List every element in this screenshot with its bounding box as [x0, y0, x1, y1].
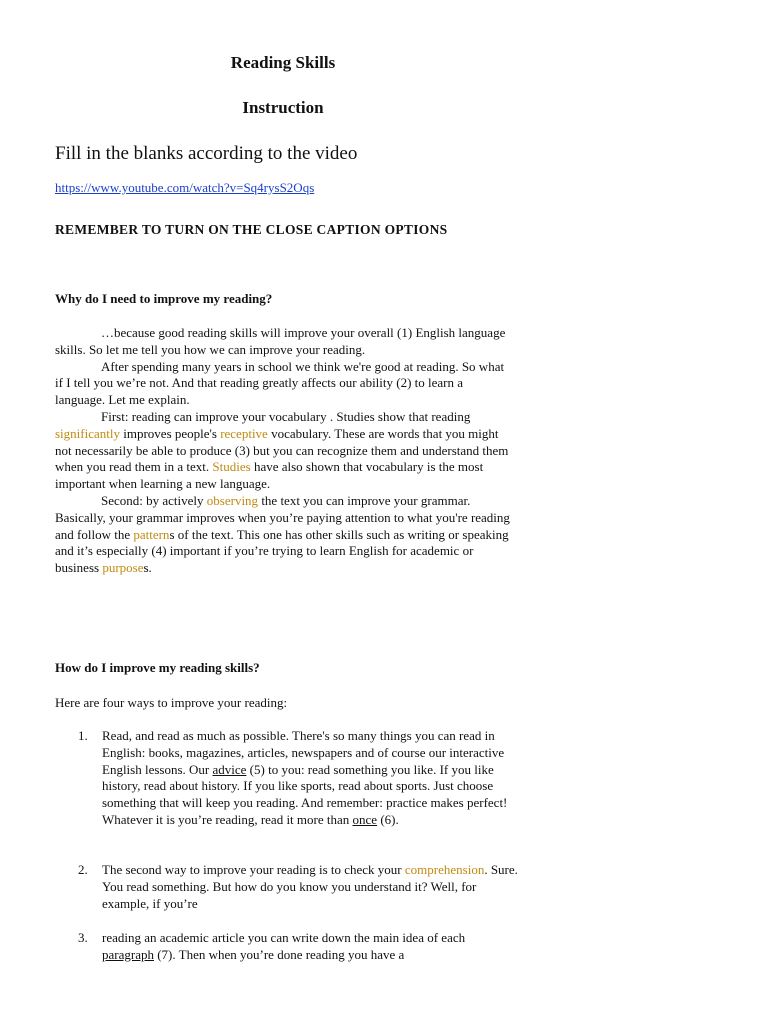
- item3-part-a: reading an academic article you can write down the main idea of each: [102, 930, 466, 945]
- instruction-heading: Instruction: [242, 98, 324, 117]
- question-heading-how: How do I improve my reading skills?: [55, 660, 260, 675]
- paragraph-1: [55, 325, 515, 359]
- p3-part-a: First: reading can improve your vocabulary . Studies show that reading: [101, 408, 471, 424]
- list-number: 1.: [78, 728, 88, 743]
- highlight-comprehension: comprehension: [404, 862, 485, 877]
- paragraph-1-text: …because good reading skills will improve your overall (1) English language skills. So let me tell you how we can improve your reading.: [55, 325, 506, 357]
- paragraph-3: [55, 409, 515, 493]
- list-item: [78, 728, 518, 829]
- list-item-text: [102, 930, 518, 964]
- p3-part-d: have also shown that vocabulary is the most important when learning a new language.: [55, 459, 484, 492]
- answer-paragraph: paragraph: [102, 946, 154, 962]
- item1-part-c: (6).: [377, 811, 399, 827]
- list-item: [78, 930, 518, 964]
- highlight-purpose: purpose: [102, 560, 144, 576]
- p4-part-c: s of the text. This one has other skills such as writing or speaking and it’s especially (4) important if you’re trying to learn English for academic or business: [55, 526, 509, 576]
- list-intro: Here are four ways to improve your reading:: [55, 695, 288, 710]
- highlight-receptive: receptive: [220, 425, 268, 441]
- paragraph-2-text: After spending many years in school we think we're good at reading. So what if I tell you we’re not. And that reading greatly affects our ability (2) to learn a language. Let me explain.: [55, 358, 505, 408]
- p4-part-b: the text you can improve your grammar. Basically, your grammar improves when you’re paying attention to what you're reading and follow the: [55, 492, 510, 542]
- question-heading-why: Why do I need to improve my reading?: [55, 291, 273, 306]
- task-subtitle: Fill in the blanks according to the video: [55, 143, 358, 164]
- p3-part-c: vocabulary. These are words that you might not necessarily be able to produce (3) but you can recognize them and understand them when you read them in a text.: [55, 425, 509, 475]
- highlight-observing: observing: [206, 492, 259, 508]
- document-title: Reading Skills: [230, 53, 336, 72]
- list-number: 2.: [78, 862, 88, 877]
- list-number: 3.: [78, 930, 88, 945]
- item2-part-a: The second way to improve your reading is to check your: [102, 862, 405, 877]
- paragraph-4: [55, 493, 515, 577]
- list-item-text: [102, 728, 518, 829]
- item3-part-b: (7). Then when you’re done reading you have a: [153, 946, 405, 962]
- item2-part-b: . Sure. You read something. But how do you know you understand it? Well, for example, if you’re: [102, 862, 518, 911]
- p4-part-d: s.: [143, 560, 152, 576]
- video-link[interactable]: https://www.youtube.com/watch?v=Sq4rysS2Oqs: [55, 180, 315, 195]
- answer-advice: advice: [212, 761, 247, 777]
- passage-body: [55, 325, 515, 577]
- list-item: [78, 862, 518, 912]
- answer-once: once: [352, 811, 378, 827]
- highlight-significantly: significantly: [55, 425, 120, 441]
- item1-part-b: (5) to you: read something you like. If you like history, read about history. If you like sports, read about sports. Just choose something that will keep you reading. And remember: practice makes perfect! Whatever it is you’re reading, read it more than: [102, 761, 508, 827]
- p4-part-a: Second: by actively: [101, 492, 207, 508]
- highlight-pattern: pattern: [133, 526, 170, 542]
- p3-part-b: improves people's: [120, 425, 221, 441]
- paragraph-2: [55, 359, 515, 409]
- item1-part-a: Read, and read as much as possible. There's so many things you can read in English: books, magazines, articles, newspapers and of course our interactive English lessons. Our: [102, 728, 505, 777]
- caption-reminder: REMEMBER TO TURN ON THE CLOSE CAPTION OPTIONS: [55, 222, 448, 237]
- list-item-text: [102, 862, 518, 912]
- highlight-studies: Studies: [212, 459, 251, 475]
